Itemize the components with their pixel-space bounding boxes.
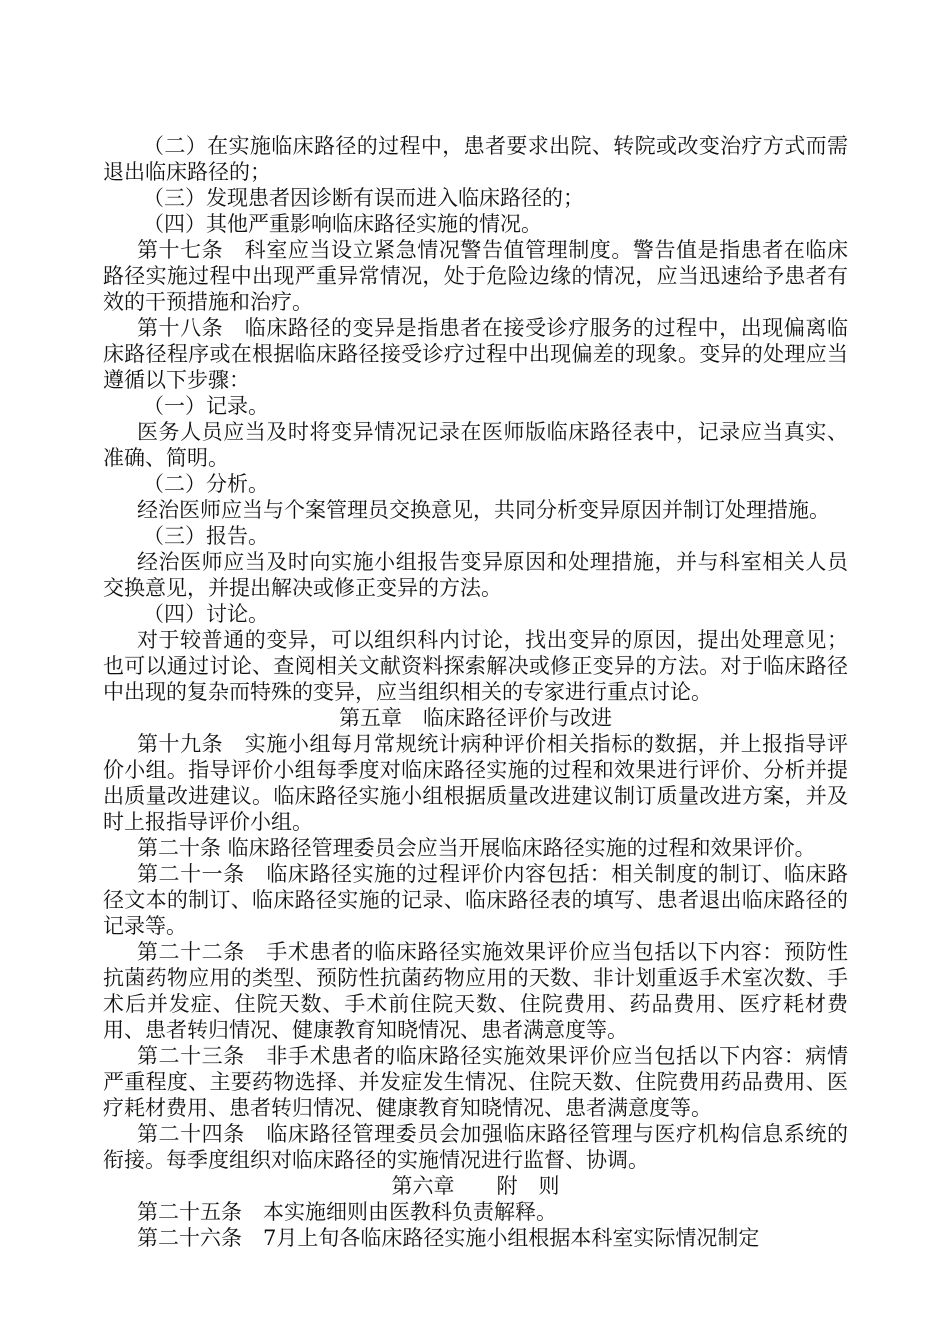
step-3-body: 经治医师应当及时向实施小组报告变异原因和处理措施，并与科室相关人员交换意见，并提出解决或修正变异的方法。 <box>103 550 848 600</box>
article-19: 第十九条 实施小组每月常规统计病种评价相关指标的数据，并上报指导评价小组。指导评价小组每季度对临床路径实施的过程和效果进行评价、分析并提出质量改进建议。临床路径实施小组根据质量改进建议制订质量改进方案，并及时上报指导评价小组。 <box>103 732 848 834</box>
step-4-heading: （四）讨论。 <box>143 602 269 626</box>
document-body <box>103 133 848 1251</box>
paragraph-item-2-exit: （二）在实施临床路径的过程中，患者要求出院、转院或改变治疗方式而需退出临床路径的； <box>103 134 848 184</box>
article-17: 第十七条 科室应当设立紧急情况警告值管理制度。警告值是指患者在临床路径实施过程中出现严重异常情况，处于危险边缘的情况，应当迅速给予患者有效的干预措施和治疗。 <box>103 238 848 314</box>
chapter-5-heading: 第五章 临床路径评价与改进 <box>339 706 612 730</box>
chapter-6-heading: 第六章 附 则 <box>391 1174 560 1198</box>
article-18: 第十八条 临床路径的变异是指患者在接受诊疗服务的过程中，出现偏离临床路径程序或在根据临床路径接受诊疗过程中出现偏差的现象。变异的处理应当遵循以下步骤： <box>103 316 848 392</box>
article-26: 第二十六条 7月上旬各临床路径实施小组根据本科室实际情况制定 <box>137 1226 760 1250</box>
article-22: 第二十二条 手术患者的临床路径实施效果评价应当包括以下内容：预防性抗菌药物应用的类型、预防性抗菌药物应用的天数、非计划重返手术室次数、手术后并发症、住院天数、手术前住院天数、住院费用、药品费用、医疗耗材费用、患者转归情况、健康教育知晓情况、患者满意度等。 <box>103 940 848 1042</box>
step-1-body: 医务人员应当及时将变异情况记录在医师版临床路径表中，记录应当真实、准确、简明。 <box>103 420 848 470</box>
article-25: 第二十五条 本实施细则由医教科负责解释。 <box>137 1200 557 1224</box>
step-2-heading: （二）分析。 <box>143 472 269 496</box>
article-23: 第二十三条 非手术患者的临床路径实施效果评价应当包括以下内容：病情严重程度、主要药物选择、并发症发生情况、住院天数、住院费用药品费用、医疗耗材费用、患者转归情况、健康教育知晓情况、患者满意度等。 <box>103 1044 848 1120</box>
article-21: 第二十一条 临床路径实施的过程评价内容包括：相关制度的制订、临床路径文本的制订、临床路径实施的记录、临床路径表的填写、患者退出临床路径的记录等。 <box>103 862 848 938</box>
paragraph-item-3-misdiagnosis: （三）发现患者因诊断有误而进入临床路径的； <box>143 186 584 210</box>
step-1-heading: （一）记录。 <box>143 394 269 418</box>
paragraph-item-4-other: （四）其他严重影响临床路径实施的情况。 <box>143 212 542 236</box>
article-20: 第二十条 临床路径管理委员会应当开展临床路径实施的过程和效果评价。 <box>137 836 816 860</box>
step-2-body: 经治医师应当与个案管理员交换意见，共同分析变异原因并制订处理措施。 <box>137 498 830 522</box>
step-3-heading: （三）报告。 <box>143 524 269 548</box>
article-24: 第二十四条 临床路径管理委员会加强临床路径管理与医疗机构信息系统的衔接。每季度组织对临床路径的实施情况进行监督、协调。 <box>103 1122 848 1172</box>
step-4-body: 对于较普通的变异，可以组织科内讨论，找出变异的原因，提出处理意见；也可以通过讨论、查阅相关文献资料探索解决或修正变异的方法。对于临床路径中出现的复杂而特殊的变异，应当组织相关的专家进行重点讨论。 <box>103 628 848 704</box>
